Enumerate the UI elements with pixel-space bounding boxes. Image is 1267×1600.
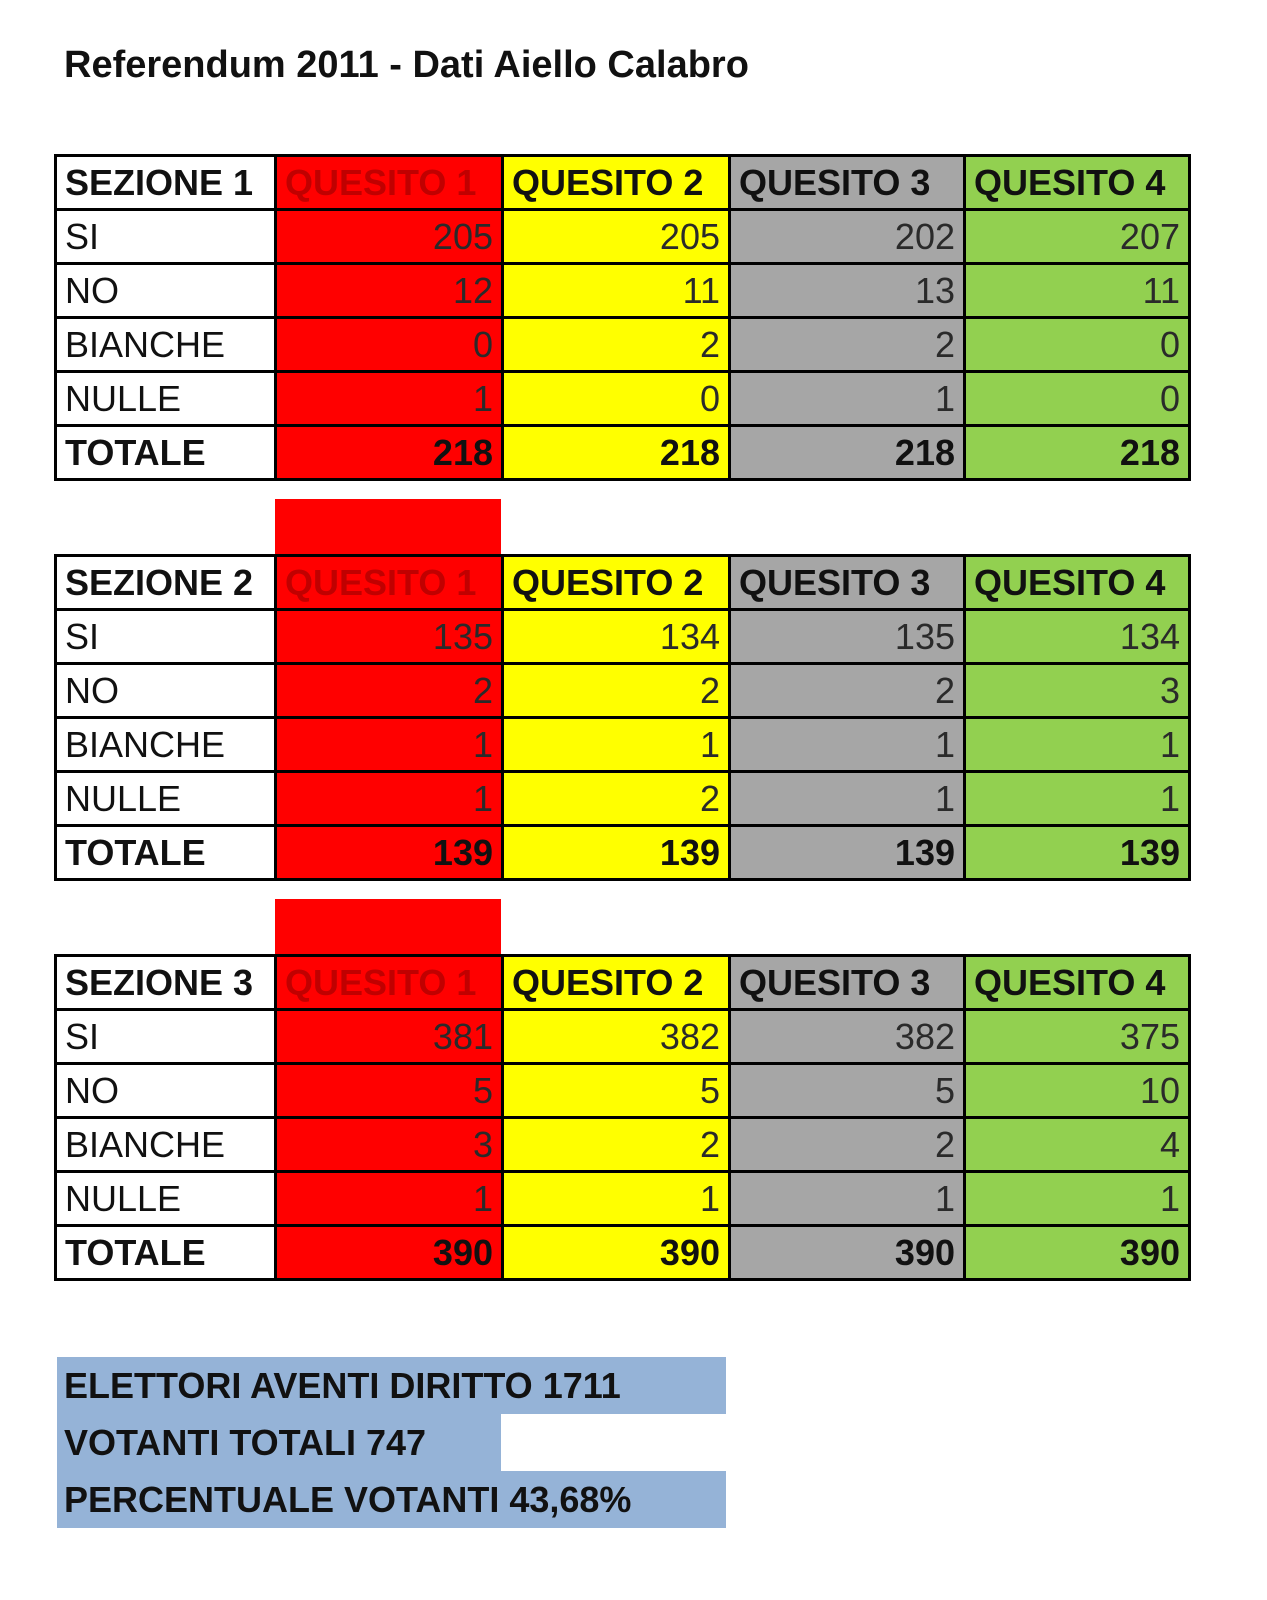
cell-value: 205 xyxy=(276,210,503,264)
quesito-3-header: QUESITO 3 xyxy=(730,956,965,1010)
cell-value: 5 xyxy=(730,1064,965,1118)
quesito-4-header: QUESITO 4 xyxy=(965,956,1190,1010)
cell-value: 2 xyxy=(503,772,730,826)
total-value: 218 xyxy=(503,426,730,480)
sezione-1-table xyxy=(54,154,1191,481)
cell-value: 381 xyxy=(276,1010,503,1064)
total-value: 390 xyxy=(965,1226,1190,1280)
cell-value: 375 xyxy=(965,1010,1190,1064)
table-row xyxy=(56,1118,1190,1172)
table-row xyxy=(56,1172,1190,1226)
table-row xyxy=(56,1010,1190,1064)
summary-elettori: ELETTORI AVENTI DIRITTO 1711 xyxy=(57,1357,726,1414)
sezione-3-table xyxy=(54,954,1191,1281)
total-row xyxy=(56,826,1190,880)
table-header-row xyxy=(56,556,1190,610)
table-row xyxy=(56,664,1190,718)
cell-value: 12 xyxy=(276,264,503,318)
cell-value: 202 xyxy=(730,210,965,264)
cell-value: 1 xyxy=(730,372,965,426)
total-value: 218 xyxy=(276,426,503,480)
cell-value: 2 xyxy=(730,1118,965,1172)
table-row xyxy=(56,318,1190,372)
cell-value: 3 xyxy=(965,664,1190,718)
cell-value: 1 xyxy=(965,772,1190,826)
table-row xyxy=(56,718,1190,772)
cell-value: 2 xyxy=(503,1118,730,1172)
cell-value: 134 xyxy=(503,610,730,664)
cell-value: 5 xyxy=(276,1064,503,1118)
total-value: 390 xyxy=(503,1226,730,1280)
row-label: BIANCHE xyxy=(56,1118,276,1172)
cell-value: 2 xyxy=(730,664,965,718)
cell-value: 135 xyxy=(276,610,503,664)
total-row xyxy=(56,1226,1190,1280)
table-row xyxy=(56,210,1190,264)
summary-percentuale: PERCENTUALE VOTANTI 43,68% xyxy=(57,1471,726,1528)
cell-value: 1 xyxy=(730,772,965,826)
sezione-label: SEZIONE 2 xyxy=(56,556,276,610)
cell-value: 205 xyxy=(503,210,730,264)
cell-value: 135 xyxy=(730,610,965,664)
cell-value: 2 xyxy=(503,318,730,372)
cell-value: 1 xyxy=(965,718,1190,772)
total-row xyxy=(56,426,1190,480)
quesito-1-connector xyxy=(275,499,501,556)
cell-value: 2 xyxy=(730,318,965,372)
cell-value: 134 xyxy=(965,610,1190,664)
cell-value: 11 xyxy=(965,264,1190,318)
sezione-2-table xyxy=(54,554,1191,881)
cell-value: 1 xyxy=(276,1172,503,1226)
table-row xyxy=(56,772,1190,826)
row-label: TOTALE xyxy=(56,426,276,480)
total-value: 218 xyxy=(965,426,1190,480)
row-label: NULLE xyxy=(56,772,276,826)
row-label: NO xyxy=(56,1064,276,1118)
quesito-1-header: QUESITO 1 xyxy=(276,956,503,1010)
table-header-row xyxy=(56,156,1190,210)
quesito-1-connector xyxy=(275,899,501,956)
page-title: Referendum 2011 - Dati Aiello Calabro xyxy=(64,44,749,86)
cell-value: 1 xyxy=(965,1172,1190,1226)
cell-value: 4 xyxy=(965,1118,1190,1172)
sezione-label: SEZIONE 1 xyxy=(56,156,276,210)
cell-value: 0 xyxy=(965,372,1190,426)
cell-value: 1 xyxy=(276,772,503,826)
table-row xyxy=(56,372,1190,426)
total-value: 139 xyxy=(730,826,965,880)
cell-value: 1 xyxy=(730,718,965,772)
quesito-4-header: QUESITO 4 xyxy=(965,556,1190,610)
cell-value: 0 xyxy=(965,318,1190,372)
cell-value: 1 xyxy=(503,1172,730,1226)
quesito-2-header: QUESITO 2 xyxy=(503,556,730,610)
cell-value: 1 xyxy=(503,718,730,772)
table-header-row xyxy=(56,956,1190,1010)
quesito-3-header: QUESITO 3 xyxy=(730,556,965,610)
cell-value: 1 xyxy=(276,372,503,426)
table-row xyxy=(56,610,1190,664)
cell-value: 382 xyxy=(503,1010,730,1064)
quesito-2-header: QUESITO 2 xyxy=(503,156,730,210)
sezione-label: SEZIONE 3 xyxy=(56,956,276,1010)
cell-value: 0 xyxy=(503,372,730,426)
row-label: TOTALE xyxy=(56,826,276,880)
row-label: BIANCHE xyxy=(56,718,276,772)
cell-value: 5 xyxy=(503,1064,730,1118)
row-label: SI xyxy=(56,1010,276,1064)
cell-value: 1 xyxy=(730,1172,965,1226)
quesito-2-header: QUESITO 2 xyxy=(503,956,730,1010)
total-value: 390 xyxy=(276,1226,503,1280)
cell-value: 13 xyxy=(730,264,965,318)
cell-value: 10 xyxy=(965,1064,1190,1118)
table-row xyxy=(56,1064,1190,1118)
quesito-3-header: QUESITO 3 xyxy=(730,156,965,210)
cell-value: 3 xyxy=(276,1118,503,1172)
total-value: 390 xyxy=(730,1226,965,1280)
row-label: TOTALE xyxy=(56,1226,276,1280)
cell-value: 207 xyxy=(965,210,1190,264)
quesito-1-header: QUESITO 1 xyxy=(276,156,503,210)
quesito-4-header: QUESITO 4 xyxy=(965,156,1190,210)
cell-value: 0 xyxy=(276,318,503,372)
total-value: 139 xyxy=(503,826,730,880)
row-label: NULLE xyxy=(56,1172,276,1226)
row-label: SI xyxy=(56,610,276,664)
row-label: BIANCHE xyxy=(56,318,276,372)
quesito-1-header: QUESITO 1 xyxy=(276,556,503,610)
summary-votanti: VOTANTI TOTALI 747 xyxy=(57,1414,501,1471)
table-row xyxy=(56,264,1190,318)
row-label: NO xyxy=(56,664,276,718)
total-value: 139 xyxy=(276,826,503,880)
cell-value: 11 xyxy=(503,264,730,318)
row-label: NULLE xyxy=(56,372,276,426)
cell-value: 2 xyxy=(276,664,503,718)
cell-value: 2 xyxy=(503,664,730,718)
cell-value: 382 xyxy=(730,1010,965,1064)
row-label: SI xyxy=(56,210,276,264)
cell-value: 1 xyxy=(276,718,503,772)
total-value: 139 xyxy=(965,826,1190,880)
row-label: NO xyxy=(56,264,276,318)
total-value: 218 xyxy=(730,426,965,480)
